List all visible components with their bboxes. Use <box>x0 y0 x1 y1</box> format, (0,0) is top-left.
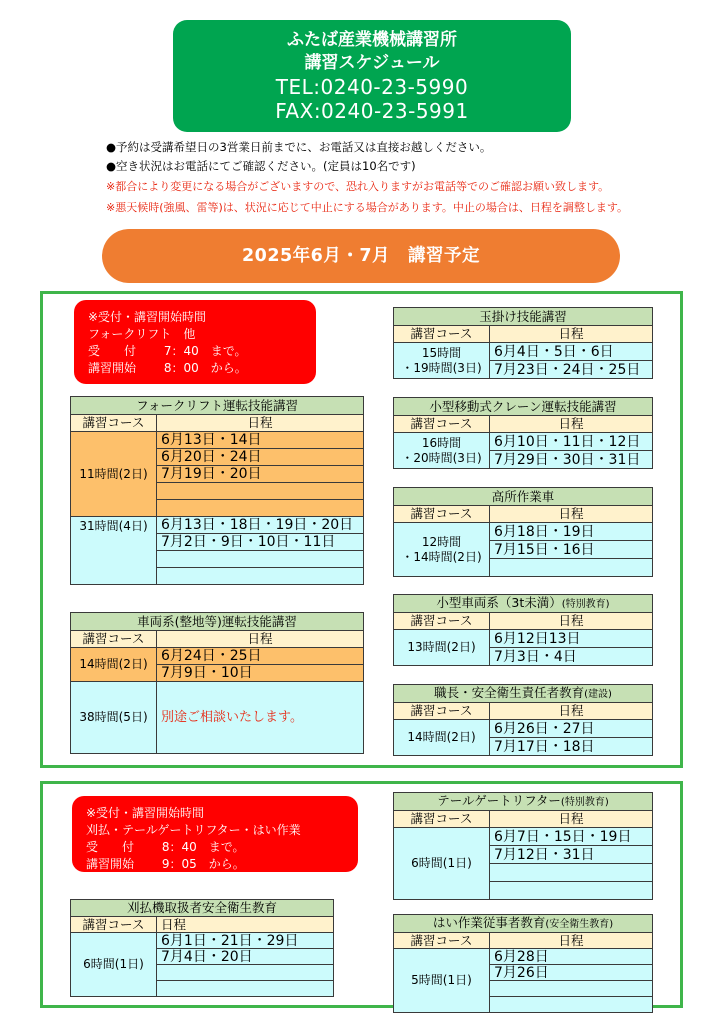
col-course: 講習コース <box>71 917 157 933</box>
col-schedule: 日程 <box>490 326 653 343</box>
course-cell: 14時間(2日) <box>394 720 490 756</box>
table-title: 小型移動式クレーン運転技能講習 <box>394 398 653 416</box>
table-title: 玉掛け技能講習 <box>394 308 653 326</box>
table-title: 高所作業車 <box>394 488 653 506</box>
date-cell: 7月9日・10日 <box>157 665 364 682</box>
title-suffix: (建設) <box>584 688 612 700</box>
col-course: 講習コース <box>394 506 490 523</box>
course-cell <box>394 343 490 379</box>
schedule-subtitle: 講習スケジュール <box>304 53 440 73</box>
date-cell: 6月1日・21日・29日 <box>157 933 334 949</box>
date-cell <box>157 965 334 981</box>
date-cell: 7月12日・31日 <box>490 846 653 864</box>
note-reservation: ●予約は受講希望日の3営業日前までに、お電話又は直接お越しください。 <box>106 140 492 154</box>
col-course: 講習コース <box>394 933 490 949</box>
course-cell: 5時間(1日) <box>394 949 490 1013</box>
col-schedule: 日程 <box>490 613 653 630</box>
note-weather: ※悪天候時(強風、雷等)は、状況に応じて中止にする場合があります。中止の場合は、日程を調整します。 <box>106 201 629 214</box>
tamakake-schedule-table <box>393 307 653 379</box>
date-cell <box>157 551 364 568</box>
note-availability: ●空き状況はお電話にてご確認ください。(定員は10名です) <box>106 159 416 173</box>
date-cell: 7月26日 <box>490 965 653 981</box>
vehicle-schedule-table <box>70 612 364 754</box>
foreman-schedule-table <box>393 684 653 756</box>
col-schedule: 日程 <box>490 933 653 949</box>
course-line-2: ・20時間(3日) <box>401 450 482 465</box>
table-title <box>394 793 653 811</box>
crane-schedule-table <box>393 397 653 469</box>
date-cell: 6月20日・24日 <box>157 449 364 466</box>
title-suffix: (特別教育) <box>560 796 609 808</box>
col-schedule: 日程 <box>490 506 653 523</box>
course-line-1: 15時間 <box>421 345 462 360</box>
reception-time-box-1: ※受付・講習開始時間 フォークリフト 他 受 付 7：40 まで。 講習開始 8：00 から。 <box>74 300 316 384</box>
date-cell: 6月12日13日 <box>490 630 653 648</box>
table-title <box>394 915 653 933</box>
date-cell: 7月23日・24日・25日 <box>490 361 653 379</box>
tel-number[interactable]: TEL:0240-23-5990 <box>275 75 469 99</box>
title-suffix: (安全衛生教育) <box>545 918 614 930</box>
date-cell: 7月2日・9日・10日・11日 <box>157 534 364 551</box>
course-cell: 13時間(2日) <box>394 630 490 666</box>
brushcutter-schedule-table <box>70 899 334 997</box>
small-vehicle-schedule-table <box>393 594 653 666</box>
date-cell: 6月4日・5日・6日 <box>490 343 653 361</box>
col-course: 講習コース <box>394 416 490 433</box>
title-text: 職長・安全衛生責任者教育 <box>434 684 585 700</box>
note-change: ※都合により変更になる場合がございますので、恐れ入りますがお電話等でのご確認お願い致します。 <box>106 180 610 193</box>
date-cell: 6月10日・11日・12日 <box>490 433 653 451</box>
course-cell: 6時間(1日) <box>394 828 490 900</box>
table-title: 刈払機取扱者安全衛生教育 <box>71 900 334 917</box>
date-cell: 7月15日・16日 <box>490 541 653 559</box>
hai-schedule-table <box>393 914 653 1013</box>
fax-number: FAX:0240-23-5991 <box>275 99 469 123</box>
course-cell: 6時間(1日) <box>71 933 157 997</box>
period-banner: 2025年6月・7月 講習予定 <box>102 229 620 283</box>
date-cell: 6月18日・19日 <box>490 523 653 541</box>
col-course: 講習コース <box>394 613 490 630</box>
date-cell <box>490 559 653 577</box>
course-cell: 38時間(5日) <box>71 682 157 754</box>
date-cell <box>490 981 653 997</box>
date-cell <box>157 568 364 585</box>
col-schedule: 日程 <box>157 917 334 933</box>
course-cell <box>394 433 490 469</box>
title-text: 小型車両系（3t未満） <box>436 594 562 610</box>
col-schedule: 日程 <box>490 703 653 720</box>
date-cell: 6月28日 <box>490 949 653 965</box>
reception-time-box-2: ※受付・講習開始時間 刈払・テールゲートリフター・はい作業 受 付 8：40 まで。 講習開始 9：05 から。 <box>72 796 358 872</box>
col-schedule: 日程 <box>157 631 364 648</box>
col-course: 講習コース <box>394 326 490 343</box>
school-name: ふたば産業機械講習所 <box>287 30 457 50</box>
notice-list <box>106 138 706 218</box>
col-schedule: 日程 <box>157 415 364 432</box>
tailgate-schedule-table <box>393 792 653 900</box>
course-cell: 31時間(4日) <box>71 517 157 585</box>
consult-note: 別途ご相談いたします。 <box>157 682 364 754</box>
date-cell: 6月13日・18日・19日・20日 <box>157 517 364 534</box>
forklift-schedule-table <box>70 396 364 585</box>
table-title: 車両系(整地等)運転技能講習 <box>71 613 364 631</box>
title-suffix: (特別教育) <box>561 598 610 610</box>
header-banner <box>173 20 571 132</box>
title-text: テールゲートリフター <box>437 792 561 808</box>
date-cell <box>490 864 653 882</box>
course-line-2: ・14時間(2日) <box>401 549 482 564</box>
table-title: フォークリフト運転技能講習 <box>71 397 364 415</box>
date-cell: 6月26日・27日 <box>490 720 653 738</box>
course-cell: 14時間(2日) <box>71 648 157 682</box>
date-cell: 7月19日・20日 <box>157 466 364 483</box>
col-course: 講習コース <box>71 415 157 432</box>
aerial-schedule-table <box>393 487 653 577</box>
col-course: 講習コース <box>71 631 157 648</box>
date-cell <box>157 483 364 500</box>
col-schedule: 日程 <box>490 416 653 433</box>
date-cell: 7月29日・30日・31日 <box>490 451 653 469</box>
table-title <box>394 595 653 613</box>
date-cell <box>490 882 653 900</box>
col-schedule: 日程 <box>490 811 653 828</box>
date-cell: 6月13日・14日 <box>157 432 364 449</box>
course-cell: 11時間(2日) <box>71 432 157 517</box>
date-cell: 6月24日・25日 <box>157 648 364 665</box>
date-cell <box>490 997 653 1013</box>
title-text: はい作業従事者教育 <box>432 914 546 930</box>
course-cell <box>394 523 490 577</box>
date-cell <box>157 981 334 997</box>
date-cell: 7月4日・20日 <box>157 949 334 965</box>
date-cell: 6月7日・15日・19日 <box>490 828 653 846</box>
col-course: 講習コース <box>394 703 490 720</box>
date-cell: 7月17日・18日 <box>490 738 653 756</box>
table-title <box>394 685 653 703</box>
date-cell: 7月3日・4日 <box>490 648 653 666</box>
course-line-1: 12時間 <box>421 534 462 549</box>
date-cell <box>157 500 364 517</box>
course-line-1: 16時間 <box>421 435 462 450</box>
course-line-2: ・19時間(3日) <box>401 360 482 375</box>
col-course: 講習コース <box>394 811 490 828</box>
